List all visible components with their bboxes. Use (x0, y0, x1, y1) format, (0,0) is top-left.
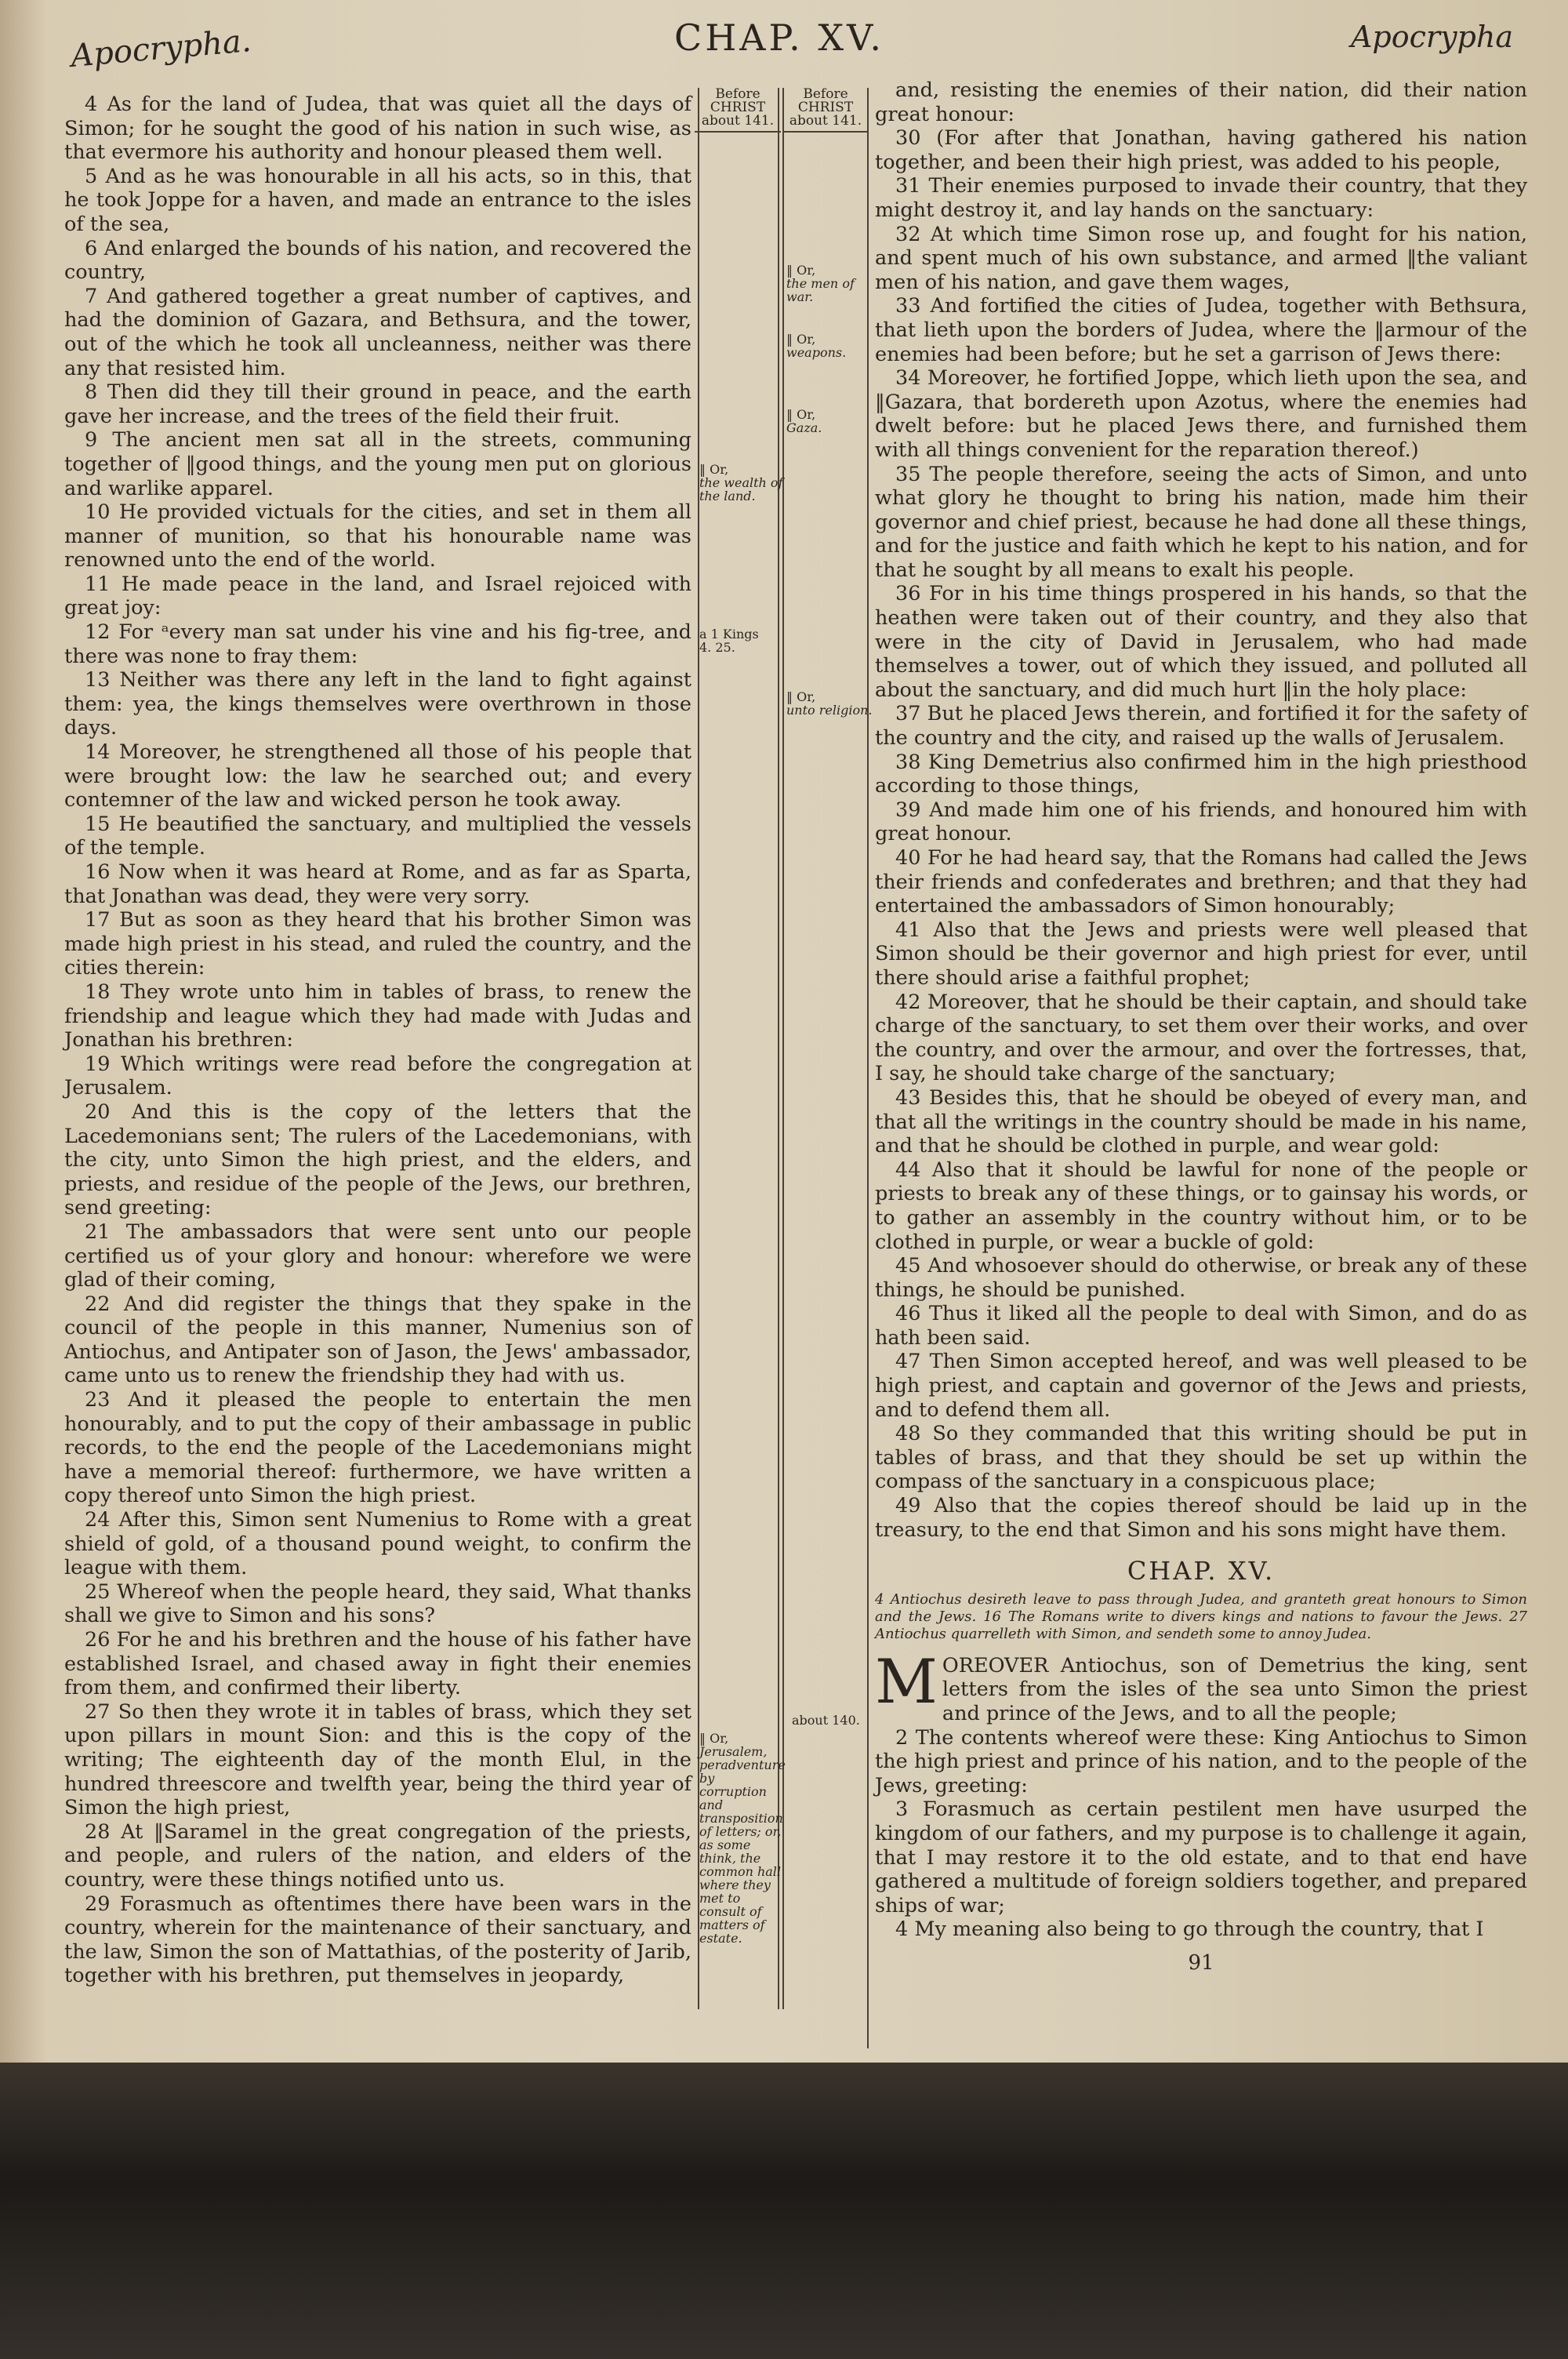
verse: 47 Then Simon accepted hereof, and was well pleased to be high priest, and captain and governor of the Jews and priests, and to defend them all. (875, 1350, 1527, 1422)
verse: 41 Also that the Jews and priests were well pleased that Simon should be their governor and high priest for ever, until there should arise a faithful prophet; (875, 918, 1527, 990)
page-number: 91 (1188, 1950, 1214, 1975)
note-mark: a 1 Kings (699, 627, 759, 642)
note-mark: ‖ Or, (786, 332, 816, 347)
margin-date-right (782, 88, 869, 133)
verse: 30 (For after that Jonathan, having gathered his nation together, and been their high priest, was added to his people, (875, 126, 1527, 174)
verse: 29 Forasmuch as oftentimes there have been wars in the country, wherein for the maintenance of their sanctuary, and the law, Simon the son of Mattathias, of the posterity of Jarib, together with his brethren, put themselves in jeopardy, (64, 1892, 691, 1988)
verse: 37 But he placed Jews therein, and fortified it for the safety of the country and the city, and raised up the walls of Jerusalem. (875, 702, 1527, 751)
chapter-xv-heading: CHAP. XV. (1127, 1556, 1276, 1587)
drop-cap: M (875, 1646, 938, 1717)
verse: 22 And did register the things that they spake in the council of the people in this manner, Numenius son of Antiochus, and Antipater son of Jason, the Jews' ambassador, came unto us to renew the friendship they had with us. (64, 1292, 691, 1388)
column-rule (782, 88, 784, 2009)
date-label: Before (803, 86, 848, 102)
table-surface (0, 2063, 1568, 2359)
note-mark: ‖ Or, (786, 689, 816, 704)
chapter-summary: 4 Antiochus desireth leave to pass through Judea, and granteth great honours to Simon and the Jews. 16 The Romans write to divers kings and nations to favour the Jews. 27 Antiochus quarrelleth with Simon, and sendeth some to annoy Judea. (875, 1590, 1527, 1642)
note-mark: ‖ Or, (786, 263, 816, 278)
verse: 7 And gathered together a great number of captives, and had the dominion of Gazara, and Bethsura, and the tower, out of the which he took all uncleanness, neither was there any that resisted him. (64, 284, 691, 380)
margin-note (786, 264, 873, 304)
running-head-left: Apocrypha. (69, 23, 253, 75)
verse: 45 And whosoever should do otherwise, or break any of these things, he should be punished. (875, 1254, 1527, 1302)
verse: 23 And it pleased the people to entertain the men honourably, and to put the copy of their ambassage in public records, to the end the people of the Lacedemonians might have a memorial thereof: furthermore, we have written a copy thereof unto Simon the high priest. (64, 1388, 691, 1508)
verse: 21 The ambassadors that were sent unto our people certified us of your glory and honour: wherefore we were glad of their coming, (64, 1219, 691, 1292)
date-label: Before (715, 86, 760, 102)
note-text: 4. 25. (699, 640, 735, 655)
verse: 17 But as soon as they heard that his brother Simon was made high priest in his stead, and ruled the country, and the cities therein: (64, 908, 691, 980)
margin-note (699, 1732, 786, 1945)
running-head-right: Apocrypha (1350, 20, 1513, 54)
column-rule (698, 88, 699, 2009)
verse: 18 They wrote unto him in tables of brass, to renew the friendship and league which they had made with Judas and Jonathan his brethren: (64, 980, 691, 1052)
verse: 27 So then they wrote it in tables of brass, which they set upon pillars in mount Sion: and this is the copy of the writing; The eighteenth day of the month Elul, in the hundred threescore and twelfth year, being the third year of Simon the high priest, (64, 1699, 691, 1820)
date-label: about 141. (789, 113, 862, 129)
verse: 24 After this, Simon sent Numenius to Rome with a great shield of gold, of a thousand pound weight, to confirm the league with them. (64, 1508, 691, 1580)
verse: 46 Thus it liked all the people to deal with Simon, and do as hath been said. (875, 1302, 1527, 1350)
margin-note (786, 333, 873, 359)
verse: 2 The contents whereof were these: King Antiochus to Simon the high priest and prince of his nation, and to the people of the Jews, greeting: (875, 1725, 1527, 1797)
verse: 40 For he had heard say, that the Romans had called the Jews their friends and confederates and brethren; and that they had entertained the ambassadors of Simon honourably; (875, 846, 1527, 918)
note-text: the men of war. (786, 276, 855, 304)
chapter-heading: CHAP. XV. (674, 16, 884, 59)
verse: 48 So they commanded that this writing should be put in tables of brass, and that they should be set up within the compass of the sanctuary in a conspicuous place; (875, 1422, 1527, 1494)
verse: 34 Moreover, he fortified Joppe, which lieth upon the sea, and ‖Gazara, that bordereth upon Azotus, where the enemies had dwelt before: but he placed Jews there, and furnished them with all things convenient for the reparation thereof.) (875, 366, 1527, 462)
verse: 16 Now when it was heard at Rome, and as far as Sparta, that Jonathan was dead, they were very sorry. (64, 860, 691, 908)
verse: 3 Forasmuch as certain pestilent men have usurped the kingdom of our fathers, and my purpose is to challenge it again, that I may restore it to the old estate, and to that end have gathered a multitude of foreign soldiers together, and prepared ships of war; (875, 1797, 1527, 1917)
verse: 20 And this is the copy of the letters that the Lacedemonians sent; The rulers of the Lacedemonians, with the city, unto Simon the high priest, and the elders, and priests, and residue of the people of the Jews, our brethren, send greeting: (64, 1100, 691, 1220)
verse: 42 Moreover, that he should be their captain, and should take charge of the sanctuary, to set them over their works, and over the country, and over the armour, and over the fortresses, that, I say, he should take charge of the sanctuary; (875, 990, 1527, 1086)
verse: 31 Their enemies purposed to invade their country, that they might destroy it, and lay hands on the sanctuary: (875, 174, 1527, 222)
note-text: Jerusalem, peradventure by corruption and transposition of letters; or, as some think, the common hall where they met to consult of matters of estate. (699, 1744, 786, 1946)
note-mark: ‖ Or, (699, 462, 729, 477)
verse: 11 He made peace in the land, and Israel rejoiced with great joy: (64, 572, 691, 620)
margin-date-left (695, 88, 781, 133)
verse: 35 The people therefore, seeing the acts of Simon, and unto what glory he thought to bring his nation, made him their governor and chief priest, because he had done all these things, and for the justice and faith which he kept to his nation, and for that he sought by all means to exalt his people. (875, 462, 1527, 582)
verse: 9 The ancient men sat all in the streets, communing together of ‖good things, and the young men put on glorious and warlike apparel. (64, 428, 691, 500)
verse: 19 Which writings were read before the congregation at Jerusalem. (64, 1052, 691, 1100)
column-rule (778, 88, 779, 2009)
verse: 36 For in his time things prospered in his hands, so that the heathen were taken out of their country, and they also that were in the city of David in Jerusalem, who had made themselves a tower, out of which they issued, and polluted all about the sanctuary, and did much hurt ‖in the holy place: (875, 582, 1527, 702)
margin-note (786, 690, 873, 717)
verse: 10 He provided victuals for the cities, and set in them all manner of munition, so that his honourable name was renowned unto the end of the world. (64, 500, 691, 572)
verse: 14 Moreover, he strengthened all those of his people that were brought low: the law he searched out; and every contemner of the law and wicked person he took away. (64, 740, 691, 812)
verse: 26 For he and his brethren and the house of his father have established Israel, and chased away in fight their enemies from them, and confirmed their liberty. (64, 1628, 691, 1700)
margin-note (699, 463, 786, 503)
verse: 25 Whereof when the people heard, they said, What thanks shall we give to Simon and his sons? (64, 1579, 691, 1628)
verse: 5 And as he was honourable in all his acts, so in this, that he took Joppe for a haven, and made an entrance to the isles of the sea, (64, 164, 691, 236)
verse: 44 Also that it should be lawful for none of the people or priests to break any of these things, or to gainsay his words, or to gather an assembly in the country without him, or to be clothed in purple, or wear a buckle of gold: (875, 1158, 1527, 1254)
verse-text: OREOVER Antiochus, son of Demetrius the king, sent letters from the isles of the sea unto Simon the priest and prince of the Jews, and to all the people; (942, 1653, 1527, 1725)
note-text: Gaza. (786, 420, 822, 435)
note-text: unto religion. (786, 703, 873, 718)
note-text: the wealth of the land. (699, 475, 783, 503)
verse: 13 Neither was there any left in the land to fight against them: yea, the kings themselves were overthrown in those days. (64, 668, 691, 740)
verse: 39 And made him one of his friends, and honoured him with great honour. (875, 798, 1527, 846)
verse-1 (875, 1646, 1527, 1726)
verse: 8 Then did they till their ground in peace, and the earth gave her increase, and the trees of the field their fruit. (64, 380, 691, 428)
right-text-column (875, 78, 1527, 1975)
date-label: about 141. (701, 113, 775, 129)
verse: and, resisting the enemies of their nation, did their nation great honour: (875, 78, 1527, 126)
note-mark: ‖ Or, (699, 1731, 729, 1746)
chapter-xv-verses (875, 1726, 1527, 1942)
date-label: CHRIST (797, 100, 854, 115)
verse: 6 And enlarged the bounds of his nation, and recovered the country, (64, 236, 691, 285)
date-label: CHRIST (710, 100, 766, 115)
note-mark: ‖ Or, (786, 407, 816, 422)
verse: 15 He beautified the sanctuary, and multiplied the vessels of the temple. (64, 812, 691, 860)
margin-date: about 140. (792, 1713, 860, 1728)
verse: 33 And fortified the cities of Judea, together with Bethsura, that lieth upon the borders of Judea, where the ‖armour of the enemies had been before; but he set a garrison of Jews there: (875, 294, 1527, 366)
left-text-column (64, 93, 691, 1988)
column-rule (867, 88, 869, 2048)
verse: 43 Besides this, that he should be obeyed of every man, and that all the writings in the country should be made in his name, and that he should be clothed in purple, and wear gold: (875, 1085, 1527, 1158)
verse: 49 Also that the copies thereof should be laid up in the treasury, to the end that Simon and his sons might have them. (875, 1494, 1527, 1542)
verse: 4 My meaning also being to go through the country, that I (895, 1917, 1484, 1942)
margin-note (699, 627, 786, 654)
verse: 32 At which time Simon rose up, and fought for his nation, and spent much of his own substance, and armed ‖the valiant men of his nation, and gave them wages, (875, 222, 1527, 294)
chapter-xiv-verses (875, 78, 1527, 1542)
verse: 28 At ‖Saramel in the great congregation of the priests, and people, and rulers of the nation, and elders of the country, were these things notified unto us. (64, 1819, 691, 1892)
verse: 12 For ᵃevery man sat under his vine and his fig-tree, and there was none to fray them: (64, 620, 691, 668)
verse: 4 As for the land of Judea, that was quiet all the days of Simon; for he sought the good of his nation in such wise, as that evermore his authority and honour pleased them well. (64, 93, 691, 165)
margin-note (786, 408, 873, 434)
verse: 38 King Demetrius also confirmed him in the high priesthood according to those things, (875, 750, 1527, 798)
note-text: weapons. (786, 345, 847, 360)
